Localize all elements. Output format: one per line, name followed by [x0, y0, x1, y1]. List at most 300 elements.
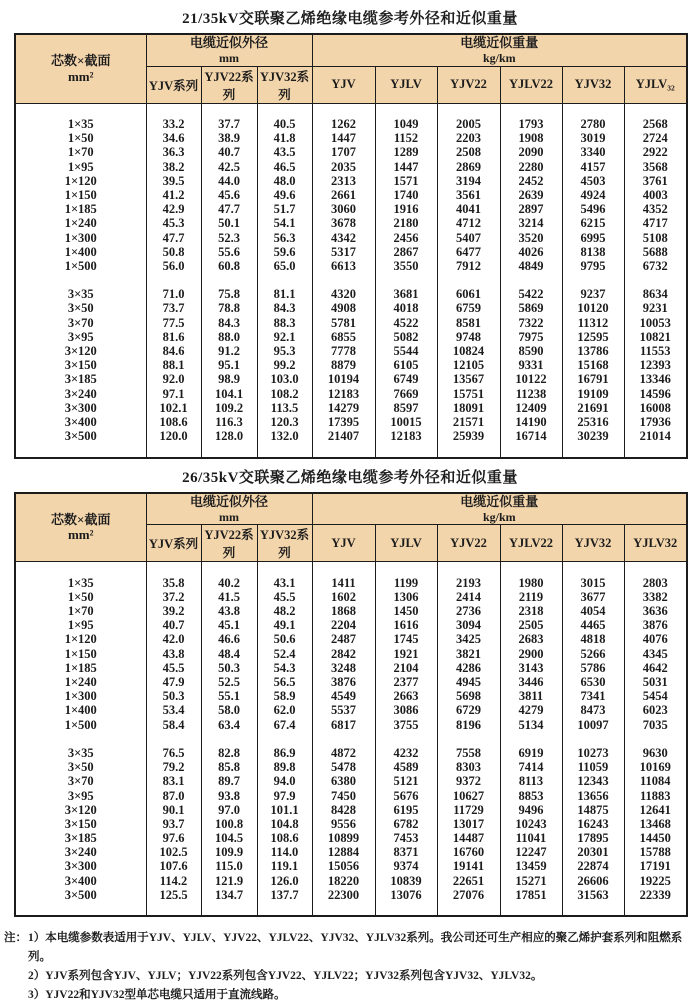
value-cell: 6105: [375, 358, 437, 372]
value-cell: 9237: [562, 287, 624, 301]
header-cores-cross-section: [15, 34, 146, 103]
value-cell: 5422: [500, 287, 562, 301]
value-cell: 2803: [624, 576, 687, 590]
spec-cell: 3×400: [15, 415, 146, 429]
spec-cell: 3×50: [15, 302, 146, 316]
value-cell: 97.9: [257, 789, 312, 803]
value-cell: 59.6: [257, 245, 312, 259]
value-cell: 2090: [500, 146, 562, 160]
value-cell: 58.9: [257, 689, 312, 703]
spec-cell: 1×70: [15, 604, 146, 618]
value-cell: 17895: [562, 831, 624, 845]
value-cell: 13459: [500, 860, 562, 874]
spec-cell: 3×300: [15, 401, 146, 415]
value-cell: 49.1: [257, 618, 312, 632]
value-cell: 45.5: [146, 661, 201, 675]
value-cell: 88.1: [146, 358, 201, 372]
value-cell: 2869: [437, 160, 500, 174]
value-cell: 4818: [562, 633, 624, 647]
table-row: [15, 259, 687, 273]
value-cell: 3382: [624, 590, 687, 604]
value-cell: 81.1: [257, 287, 312, 301]
value-cell: 88.0: [201, 330, 257, 344]
value-cell: 2452: [500, 174, 562, 188]
value-cell: 41.5: [201, 590, 257, 604]
value-cell: 3761: [624, 174, 687, 188]
value-cell: 4717: [624, 217, 687, 231]
value-cell: 3194: [437, 174, 500, 188]
value-cell: 9372: [437, 775, 500, 789]
value-cell: 4345: [624, 647, 687, 661]
value-cell: 12105: [437, 358, 500, 372]
header-yjlv22: YJLV22: [500, 66, 562, 103]
value-cell: 38.9: [201, 131, 257, 145]
value-cell: 58.4: [146, 718, 201, 732]
value-cell: 6023: [624, 704, 687, 718]
header-yjv22-series: YJV22系列: [201, 66, 257, 103]
value-cell: 9331: [500, 358, 562, 372]
table-row: [15, 576, 687, 590]
table-row: [15, 746, 687, 760]
value-cell: 76.5: [146, 746, 201, 760]
value-cell: 8581: [437, 316, 500, 330]
value-cell: 84.3: [257, 302, 312, 316]
header-weight-group: [312, 34, 687, 66]
value-cell: 58.0: [201, 704, 257, 718]
value-cell: 50.3: [146, 689, 201, 703]
value-cell: 3681: [375, 287, 437, 301]
value-cell: 3214: [500, 217, 562, 231]
value-cell: 3561: [437, 188, 500, 202]
value-cell: 4003: [624, 188, 687, 202]
header-yjv22: YJV22: [437, 66, 500, 103]
value-cell: 14450: [624, 831, 687, 845]
value-cell: 8428: [312, 803, 375, 817]
spec-cell: 1×185: [15, 661, 146, 675]
value-cell: 10053: [624, 316, 687, 330]
header-yjv32: YJV32: [562, 525, 624, 562]
value-cell: 6729: [437, 704, 500, 718]
spec-cell: 3×240: [15, 845, 146, 859]
value-cell: 55.1: [201, 689, 257, 703]
od-group-unit: mm: [219, 509, 240, 524]
value-cell: 12884: [312, 845, 375, 859]
value-cell: 63.4: [201, 718, 257, 732]
header-yjlv: YJLV: [375, 66, 437, 103]
value-cell: 73.7: [146, 302, 201, 316]
header-od-group: [146, 34, 312, 66]
table-row: [15, 401, 687, 415]
value-cell: 120.0: [146, 429, 201, 443]
value-cell: 4026: [500, 245, 562, 259]
spec-cell: 3×70: [15, 775, 146, 789]
value-cell: 121.9: [201, 874, 257, 888]
value-cell: 8113: [500, 775, 562, 789]
value-cell: 13017: [437, 817, 500, 831]
value-cell: 108.6: [146, 415, 201, 429]
value-cell: 16791: [562, 373, 624, 387]
value-cell: 6749: [375, 373, 437, 387]
table-row: [15, 174, 687, 188]
value-cell: 1793: [500, 117, 562, 131]
value-cell: 5454: [624, 689, 687, 703]
value-cell: 1262: [312, 117, 375, 131]
value-cell: 5537: [312, 704, 375, 718]
value-cell: 7669: [375, 387, 437, 401]
spec-cell: 1×70: [15, 146, 146, 160]
value-cell: 17395: [312, 415, 375, 429]
value-cell: 10824: [437, 344, 500, 358]
table-row: [15, 415, 687, 429]
value-cell: 45.1: [201, 618, 257, 632]
table-row: [15, 633, 687, 647]
value-cell: 44.0: [201, 174, 257, 188]
value-cell: 1908: [500, 131, 562, 145]
value-cell: 15271: [500, 874, 562, 888]
value-cell: 40.5: [257, 117, 312, 131]
value-cell: 3019: [562, 131, 624, 145]
value-cell: 9496: [500, 803, 562, 817]
value-cell: 13656: [562, 789, 624, 803]
value-cell: 108.6: [257, 831, 312, 845]
value-cell: 42.0: [146, 633, 201, 647]
value-cell: 10627: [437, 789, 500, 803]
value-cell: 7035: [624, 718, 687, 732]
value-cell: 16008: [624, 401, 687, 415]
value-cell: 104.1: [201, 387, 257, 401]
spec-cell: 3×185: [15, 373, 146, 387]
value-cell: 10015: [375, 415, 437, 429]
value-cell: 5676: [375, 789, 437, 803]
value-cell: 5688: [624, 245, 687, 259]
value-cell: 1868: [312, 604, 375, 618]
value-cell: 4320: [312, 287, 375, 301]
value-cell: 4076: [624, 633, 687, 647]
value-cell: 14190: [500, 415, 562, 429]
table-row: [15, 647, 687, 661]
value-cell: 1306: [375, 590, 437, 604]
spec-cell: 1×240: [15, 675, 146, 689]
header-yjlv: YJLV: [375, 525, 437, 562]
spec-cell: 3×95: [15, 330, 146, 344]
footnotes: [4, 929, 696, 1005]
spec-cell: 1×50: [15, 590, 146, 604]
table1-body: [15, 103, 687, 458]
value-cell: 89.8: [257, 760, 312, 774]
table-row: [15, 704, 687, 718]
value-cell: 42.5: [201, 160, 257, 174]
table-row: [15, 831, 687, 845]
value-cell: 6061: [437, 287, 500, 301]
value-cell: 30239: [562, 429, 624, 443]
value-cell: 81.6: [146, 330, 201, 344]
value-cell: 2318: [500, 604, 562, 618]
value-cell: 94.0: [257, 775, 312, 789]
value-cell: 5108: [624, 231, 687, 245]
table-row: [15, 117, 687, 131]
value-cell: 11084: [624, 775, 687, 789]
spec-cell: 3×120: [15, 344, 146, 358]
value-cell: 56.3: [257, 231, 312, 245]
group-gap: [15, 273, 687, 287]
value-cell: 4286: [437, 661, 500, 675]
group-top-padding: [15, 103, 687, 117]
value-cell: 3520: [500, 231, 562, 245]
value-cell: 2456: [375, 231, 437, 245]
value-cell: 41.2: [146, 188, 201, 202]
value-cell: 1152: [375, 131, 437, 145]
value-cell: 4872: [312, 746, 375, 760]
value-cell: 52.5: [201, 675, 257, 689]
value-cell: 12393: [624, 358, 687, 372]
cores-unit: mm²: [67, 527, 94, 543]
value-cell: 5317: [312, 245, 375, 259]
value-cell: 3094: [437, 618, 500, 632]
value-cell: 6613: [312, 259, 375, 273]
value-cell: 91.2: [201, 344, 257, 358]
value-cell: 8634: [624, 287, 687, 301]
value-cell: 82.8: [201, 746, 257, 760]
value-cell: 102.1: [146, 401, 201, 415]
value-cell: 101.1: [257, 803, 312, 817]
value-cell: 6919: [500, 746, 562, 760]
value-cell: 4041: [437, 202, 500, 216]
value-cell: 18091: [437, 401, 500, 415]
table-row: [15, 845, 687, 859]
header-yjv: YJV: [312, 66, 375, 103]
table-row: [15, 803, 687, 817]
table-row: [15, 760, 687, 774]
spec-cell: 1×300: [15, 231, 146, 245]
value-cell: 22339: [624, 888, 687, 902]
value-cell: 10169: [624, 760, 687, 774]
value-cell: 6380: [312, 775, 375, 789]
table1-header: [15, 34, 687, 103]
spec-cell: 1×300: [15, 689, 146, 703]
value-cell: 6215: [562, 217, 624, 231]
value-cell: 45.5: [257, 590, 312, 604]
value-cell: 46.6: [201, 633, 257, 647]
value-cell: 48.4: [201, 647, 257, 661]
value-cell: 11729: [437, 803, 500, 817]
value-cell: 5544: [375, 344, 437, 358]
header-yjv22: YJV22: [437, 525, 500, 562]
value-cell: 95.1: [201, 358, 257, 372]
spec-cell: 3×35: [15, 746, 146, 760]
value-cell: 12641: [624, 803, 687, 817]
table-row: [15, 231, 687, 245]
value-cell: 20301: [562, 845, 624, 859]
value-cell: 3876: [624, 618, 687, 632]
table-row: [15, 245, 687, 259]
value-cell: 4589: [375, 760, 437, 774]
note-line: 1）本电缆参数表适用于YJV、YJLV、YJV22、YJLV22、YJV32、YJLV32系列。我公司还可生产相应的聚乙烯护套系列和阻燃系列。: [28, 932, 683, 964]
value-cell: 18220: [312, 874, 375, 888]
header-weight-group: [312, 493, 687, 525]
table-row: [15, 429, 687, 443]
value-cell: 2104: [375, 661, 437, 675]
value-cell: 3086: [375, 704, 437, 718]
value-cell: 67.4: [257, 718, 312, 732]
value-cell: 13468: [624, 817, 687, 831]
value-cell: 65.0: [257, 259, 312, 273]
value-cell: 2842: [312, 647, 375, 661]
value-cell: 54.1: [257, 217, 312, 231]
value-cell: 51.7: [257, 202, 312, 216]
value-cell: 15056: [312, 860, 375, 874]
value-cell: 3340: [562, 146, 624, 160]
spec-cell: 1×150: [15, 188, 146, 202]
table-row: [15, 302, 687, 316]
header-cores-cross-section: [15, 493, 146, 562]
value-cell: 114.2: [146, 874, 201, 888]
header-yjlv32: YJLV32: [624, 525, 687, 562]
value-cell: 137.7: [257, 888, 312, 902]
table-row: [15, 330, 687, 344]
value-cell: 10273: [562, 746, 624, 760]
value-cell: 4465: [562, 618, 624, 632]
value-cell: 9374: [375, 860, 437, 874]
value-cell: 13786: [562, 344, 624, 358]
header-yjv-series: YJV系列: [146, 525, 201, 562]
value-cell: 5134: [500, 718, 562, 732]
value-cell: 97.1: [146, 387, 201, 401]
value-cell: 7341: [562, 689, 624, 703]
value-cell: 31563: [562, 888, 624, 902]
value-cell: 5121: [375, 775, 437, 789]
header-od-group: [146, 493, 312, 525]
value-cell: 7558: [437, 746, 500, 760]
value-cell: 1447: [312, 131, 375, 145]
value-cell: 19141: [437, 860, 500, 874]
value-cell: 53.4: [146, 704, 201, 718]
value-cell: 125.5: [146, 888, 201, 902]
header-yjv32: YJV32: [562, 66, 624, 103]
value-cell: 2900: [500, 647, 562, 661]
value-cell: 5698: [437, 689, 500, 703]
value-cell: 8473: [562, 704, 624, 718]
value-cell: 4549: [312, 689, 375, 703]
value-cell: 93.7: [146, 817, 201, 831]
spec-cell: 1×240: [15, 217, 146, 231]
value-cell: 83.1: [146, 775, 201, 789]
value-cell: 47.7: [146, 231, 201, 245]
value-cell: 75.8: [201, 287, 257, 301]
value-cell: 4352: [624, 202, 687, 216]
value-cell: 3811: [500, 689, 562, 703]
spec-cell: 1×35: [15, 117, 146, 131]
value-cell: 128.0: [201, 429, 257, 443]
table-row: [15, 618, 687, 632]
value-cell: 11059: [562, 760, 624, 774]
value-cell: 8303: [437, 760, 500, 774]
value-cell: 4849: [500, 259, 562, 273]
value-cell: 56.5: [257, 675, 312, 689]
value-cell: 12247: [500, 845, 562, 859]
value-cell: 6732: [624, 259, 687, 273]
value-cell: 7778: [312, 344, 375, 358]
value-cell: 8597: [375, 401, 437, 415]
value-cell: 98.9: [201, 373, 257, 387]
value-cell: 15788: [624, 845, 687, 859]
table-row: [15, 590, 687, 604]
value-cell: 109.9: [201, 845, 257, 859]
value-cell: 8138: [562, 245, 624, 259]
value-cell: 37.2: [146, 590, 201, 604]
note-list: [28, 929, 696, 1005]
value-cell: 1980: [500, 576, 562, 590]
value-cell: 14596: [624, 387, 687, 401]
value-cell: 8371: [375, 845, 437, 859]
value-cell: 1289: [375, 146, 437, 160]
value-cell: 4342: [312, 231, 375, 245]
table-row: [15, 373, 687, 387]
value-cell: 4018: [375, 302, 437, 316]
value-cell: 21407: [312, 429, 375, 443]
value-cell: 4945: [437, 675, 500, 689]
spec-cell: 1×120: [15, 633, 146, 647]
spec-cell: 3×95: [15, 789, 146, 803]
value-cell: 2193: [437, 576, 500, 590]
value-cell: 2377: [375, 675, 437, 689]
value-cell: 10122: [500, 373, 562, 387]
spec-cell: 1×95: [15, 618, 146, 632]
value-cell: 2508: [437, 146, 500, 160]
table2-cable-specs: [14, 492, 688, 918]
value-cell: 50.8: [146, 245, 201, 259]
value-cell: 1745: [375, 633, 437, 647]
value-cell: 5478: [312, 760, 375, 774]
value-cell: 2922: [624, 146, 687, 160]
value-cell: 4279: [500, 704, 562, 718]
value-cell: 40.7: [201, 146, 257, 160]
header-yjv32-series: YJV32系列: [257, 525, 312, 562]
value-cell: 43.5: [257, 146, 312, 160]
table-row: [15, 146, 687, 160]
value-cell: 21014: [624, 429, 687, 443]
table-row: [15, 860, 687, 874]
value-cell: 11553: [624, 344, 687, 358]
value-cell: 1707: [312, 146, 375, 160]
value-cell: 11312: [562, 316, 624, 330]
value-cell: 2663: [375, 689, 437, 703]
spec-cell: 1×35: [15, 576, 146, 590]
value-cell: 1916: [375, 202, 437, 216]
value-cell: 132.0: [257, 429, 312, 443]
value-cell: 2897: [500, 202, 562, 216]
value-cell: 2487: [312, 633, 375, 647]
table1-cable-specs: [14, 33, 688, 459]
value-cell: 40.2: [201, 576, 257, 590]
value-cell: 13567: [437, 373, 500, 387]
table-row: [15, 718, 687, 732]
value-cell: 9630: [624, 746, 687, 760]
value-cell: 95.3: [257, 344, 312, 358]
value-cell: 13076: [375, 888, 437, 902]
value-cell: 15751: [437, 387, 500, 401]
value-cell: 92.1: [257, 330, 312, 344]
value-cell: 79.2: [146, 760, 201, 774]
table-row: [15, 775, 687, 789]
table-row: [15, 387, 687, 401]
value-cell: 55.6: [201, 245, 257, 259]
value-cell: 10839: [375, 874, 437, 888]
table-row: [15, 358, 687, 372]
value-cell: 6855: [312, 330, 375, 344]
group-bottom-padding: [15, 902, 687, 916]
value-cell: 77.5: [146, 316, 201, 330]
spec-cell: 3×500: [15, 429, 146, 443]
